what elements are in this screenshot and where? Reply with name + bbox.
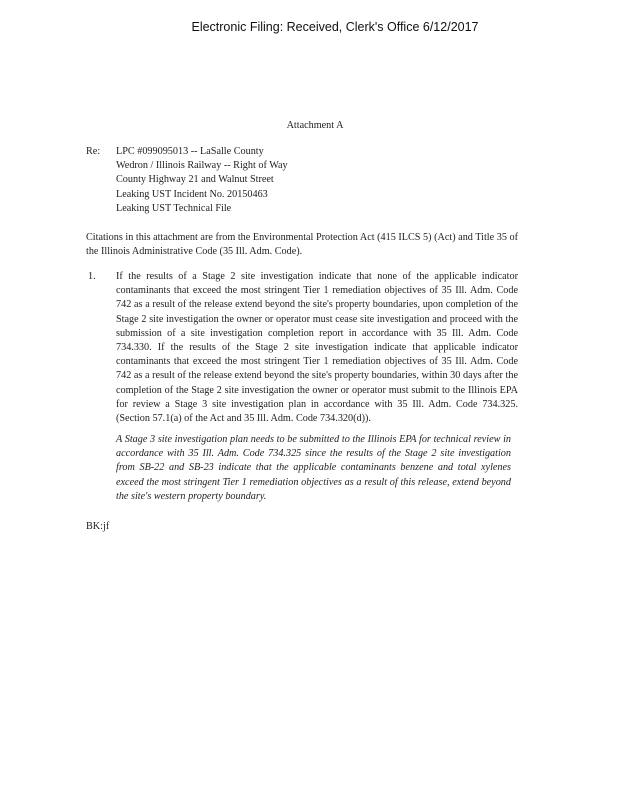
re-line: County Highway 21 and Walnut Street: [116, 174, 274, 186]
re-line: Leaking UST Technical File: [116, 202, 232, 214]
item-note: A Stage 3 site investigation plan needs to be submitted to the Illinois EPA for technical review in accordance with 35 Ill. Adm. Code 734.325 since the results of the Stage 2 site investigation from SB-22 and SB-23 indicate that the applicable contaminants benzene and total xylenes exceed the most stringent Tier 1 remediation objectives as a result of this release, extend beyond the site's western property boundary.: [116, 434, 511, 502]
typist-initials: BK:jf: [86, 521, 110, 532]
re-line: LPC #099095013 -- LaSalle County: [116, 146, 264, 157]
re-line: Leaking UST Incident No. 20150463: [116, 188, 268, 200]
item-text: If the results of a Stage 2 site investigation indicate that none of the applicable indicator contaminants that exceed the most stringent Tier 1 remediation objectives of 35 Ill. Adm. Code 742 as a result of the release extend beyond the site's property boundaries, upon completion of the Stage 2 site investigation the owner or operator must cease site investigation and proceed with the submission of a site investigation completion report in accordance with 35 Ill. Adm. Code 734.330. If the results of the Stage 2 site investigation indicate that applicable indicator contaminants that exceed the most stringent Tier 1 remediation objectives of 35 Ill. Adm. Code 742 as a result of the release extend beyond the site's property boundaries, within 30 days after the completion of the Stage 2 site investigation the owner or operator must submit to the Illinois EPA for review a Stage 3 site investigation plan in accordance with 35 Ill. Adm. Code 734.325. (Section 57.1(a) of the Act and 35 Ill. Adm. Code 734.320(d)).: [116, 271, 518, 425]
attachment-title: Attachment A: [286, 120, 344, 131]
filing-stamp: Electronic Filing: Received, Clerk's Office 6/12/2017: [191, 20, 479, 34]
citations-intro: Citations in this attachment are from the Environmental Protection Act (415 ILCS 5) (Act) and Title 35 of the Illinois Administrative Code (35 Ill. Adm. Code).: [86, 232, 518, 258]
re-line: Wedron / Illinois Railway -- Right of Way: [116, 160, 288, 172]
item-number: 1.: [88, 271, 96, 282]
re-label: Re:: [86, 146, 101, 157]
re-block: [116, 145, 416, 216]
